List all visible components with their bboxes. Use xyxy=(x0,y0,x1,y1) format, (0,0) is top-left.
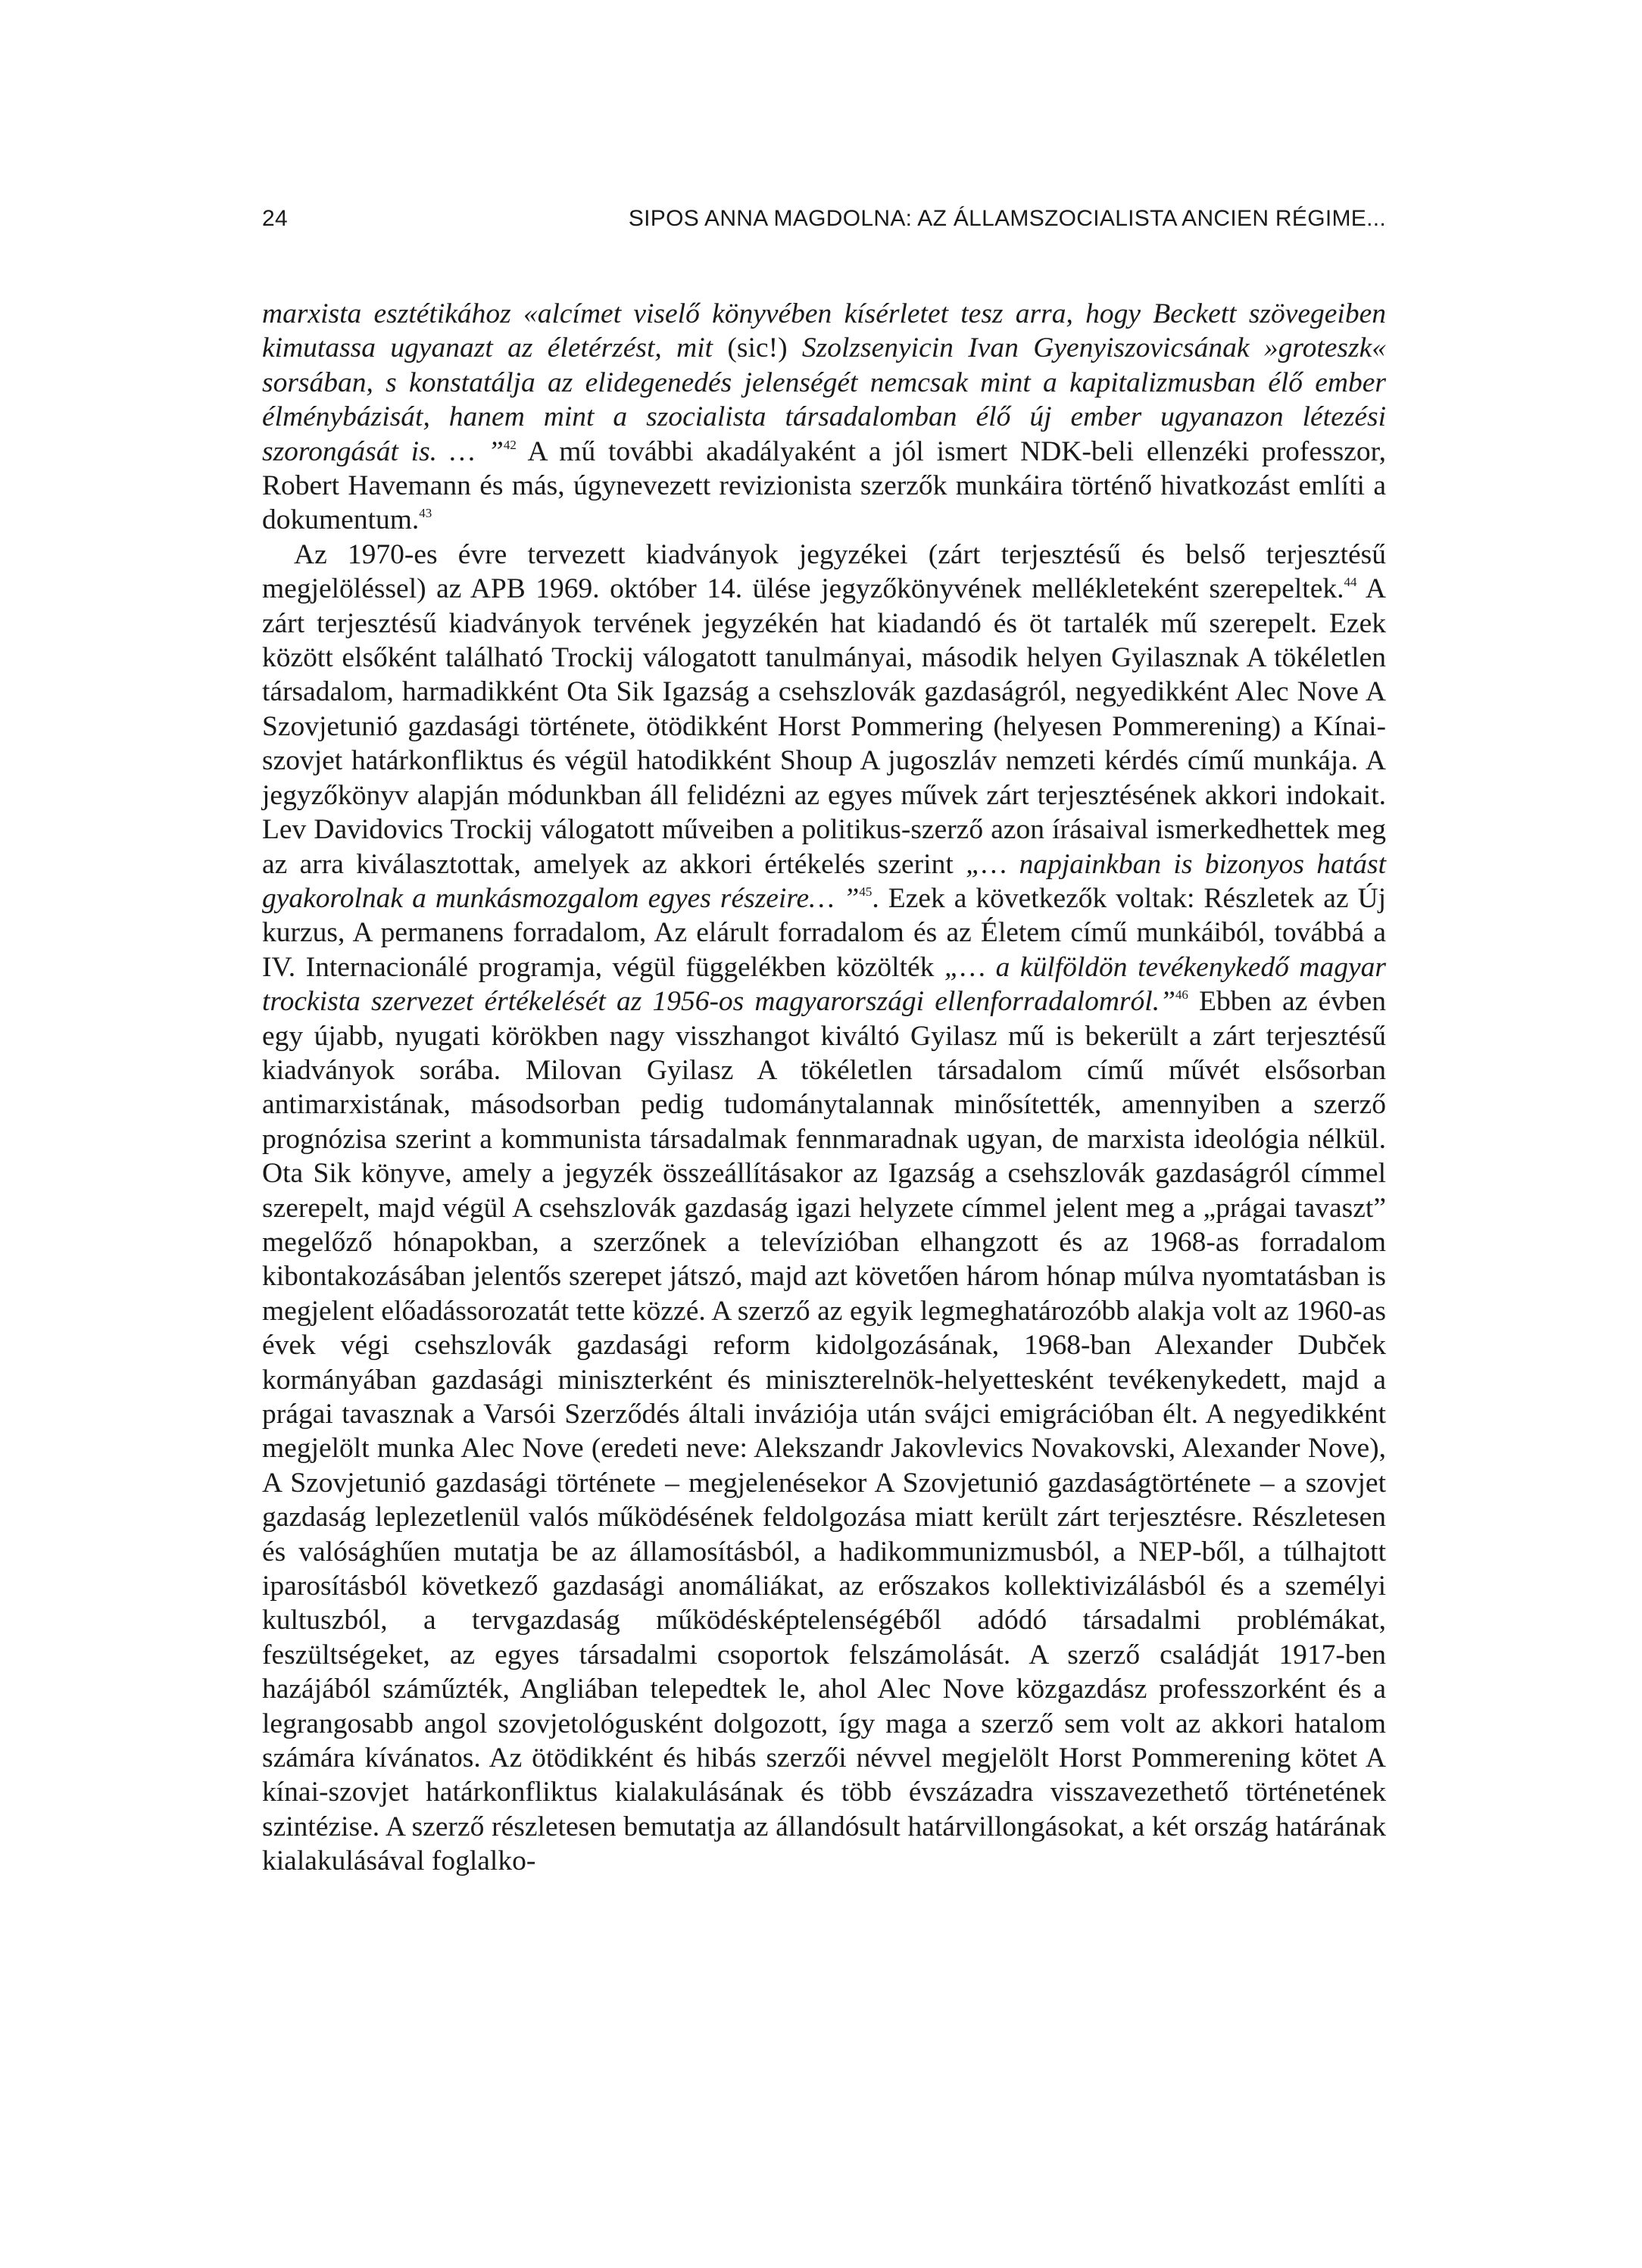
footnote-ref-42: 42 xyxy=(503,437,517,452)
closing-quote: ” xyxy=(475,435,504,467)
footnote-ref-44: 44 xyxy=(1344,575,1357,590)
footnote-ref-46: 46 xyxy=(1175,987,1188,1003)
quoted-text: „… a külföldön tevékenykedő magyar trockista szervezet értékelését az 1956-os magyarországi ellenforradalomról.” xyxy=(262,951,1386,1018)
text-run: A zárt terjesztésű kiadványok tervének jegyzékén hat kiadandó és öt tartalék mű szerepelt. Ezek között elsőként található Trockij válogatott tanulmányai, második helyen Gyilasznak A tökéletlen társadalom, harmadikként Ota Sik Igazság a csehszlovák gazdaságról, negyedikként Alec Nove A Szovjetunió gazdasági története, ötödikként Horst Pommering (helyesen Pommerening) a Kínai-szovjet határkonfliktus és végül hatodikként Shoup A jugoszláv nemzeti kérdés című munkája. A jegyzőkönyv alapján módunkban áll felidézni az egyes művek zárt terjesztésének akkori indokait. Lev Davidovics Trockij válogatott műveiben a politikus-szerző azon írásaival ismerkedhettek meg az arra kiválasztottak, amelyek az akkori értékelés szerint xyxy=(262,573,1386,880)
text-run: A mű további akadályaként a jól ismert NDK-beli ellenzéki professzor, Robert Havemann és más, úgynevezett revizionista szerzők munkáira történő hivatkozást említi a dokumentum. xyxy=(262,435,1387,536)
page-header xyxy=(262,206,1386,236)
paragraph-1 xyxy=(262,297,1386,538)
footnote-ref-45: 45 xyxy=(859,884,873,899)
footnote-ref-43: 43 xyxy=(419,506,432,521)
page-number: 24 xyxy=(262,206,288,231)
quoted-text: „… napjainkban is bizonyos hatást gyakorolnak a munkásmozgalom egyes részeire… ” xyxy=(262,848,1386,914)
text-run: . Ezek a következők voltak: Részletek az Új kurzus, A permanens forradalom, Az elárult forradalom és az Életem című munkáiból, továbbá a IV. Internacionálé programja, végül függelékben közölték xyxy=(262,882,1386,983)
quoted-text: marxista esztétikához «alcímet viselő könyvében kísérletet tesz arra, hogy Beckett szövegeiben kimutassa ugyanazt az életérzést, mit xyxy=(262,298,1386,364)
quoted-text: Szolzsenyicin Ivan Gyenyiszovicsának »groteszk« sorsában, s konstatálja az elidegenedés jelenségét nemcsak mint a kapitalizmusban élő ember élménybázisát, hanem mint a szocialista társadalomban élő új ember ugyanazon létezési szorongását is. … xyxy=(262,332,1386,467)
text-run: (sic!) xyxy=(713,332,802,364)
paragraph-2 xyxy=(262,538,1386,1879)
running-head: SIPOS ANNA MAGDOLNA: AZ ÁLLAMSZOCIALISTA ANCIEN RÉGIME... xyxy=(628,206,1386,231)
text-run: Az 1970-es évre tervezett kiadványok jegyzékei (zárt terjesztésű és belső terjesztésű megjelöléssel) az APB 1969. október 14. ülése jegyzőkönyvének mellékleteként szerepeltek. xyxy=(262,538,1386,605)
body-text xyxy=(262,297,1386,1879)
text-run: Ebben az évben egy újabb, nyugati körökben nagy visszhangot kiváltó Gyilasz mű is bekerült a zárt terjesztésű kiadványok sorába. Milovan Gyilasz A tökéletlen társadalom című művét elsősorban antimarxistának, másodsorban pedig tudománytalannak minősítették, amennyiben a szerző prognózisa szerint a kommunista társadalmak fennmaradnak ugyan, de marxista ideológia nélkül. Ota Sik könyve, amely a jegyzék összeállításakor az Igazság a csehszlovák gazdaságról címmel szerepelt, majd végül A csehszlovák gazdaság igazi helyzete címmel jelent meg a „prágai tavaszt” megelőző hónapokban, a szerzőnek a televízióban elhangzott és az 1968-as forradalom kibontakozásában jelentős szerepet játszó, majd azt követően három hónap múlva nyomtatásban is megjelent előadássorozatát tette közzé. A szerző az egyik legmeghatározóbb alakja volt az 1960-as évek végi csehszlovák gazdasági reform kidolgozásának, 1968-ban Alexander Dubček kormányában gazdasági miniszterként és miniszterelnök-helyettesként tevékenykedett, majd a prágai tavasznak a Varsói Szerződés általi inváziója után svájci emigrációban élt. A negyedikként megjelölt munka Alec Nove (eredeti neve: Alekszandr Jakovlevics Novakovski, Alexander Nove), A Szovjetunió gazdasági története – megjelenésekor A Szovjetunió gazdaságtörténete – a szovjet gazdaság leplezetlenül valós működésének feldolgozása miatt került zárt terjesztésre. Részletesen és valósághűen mutatja be az államosításból, a hadikommunizmusból, a NEP-ből, a túlhajtott iparosításból következő gazdasági anomáliákat, az erőszakos kollektivizálásból és a személyi kultuszból, a tervgazdaság működésképtelenségéből adódó társadalmi problémákat, feszültségeket, az egyes társadalmi csoportok felszámolását. A szerző családját 1917-ben hazájából száműzték, Angliában telepedtek le, ahol Alec Nove közgazdász professzorként és a legrangosabb angol szovjetológusként dolgozott, így maga a szerző sem volt az akkori hatalom számára kívánatos. Az ötödikként és hibás szerzői névvel megjelölt Horst Pommerening kötet A kínai-szovjet határkonfliktus kialakulásának és több évszázadra visszavezethető történetének szintézise. A szerző részletesen bemutatja az állandósult határvillongásokat, a két ország határának kialakulásával foglalko- xyxy=(262,986,1386,1877)
